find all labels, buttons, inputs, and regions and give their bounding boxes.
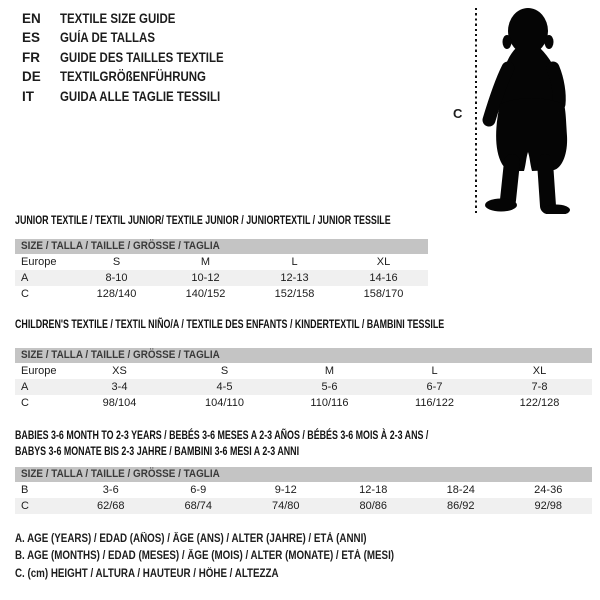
language-title: GUÍA DE TALLAS bbox=[60, 30, 155, 46]
table-header-bar bbox=[15, 348, 592, 363]
table-header-text: SIZE / TALLA / TAILLE / GRÖSSE / TAGLIA bbox=[21, 240, 220, 252]
value-cell: XL bbox=[532, 365, 547, 377]
language-title: GUIDA ALLE TAGLIE TESSILI bbox=[60, 88, 221, 104]
size-table-section bbox=[15, 212, 428, 302]
size-table bbox=[15, 239, 428, 302]
section-title bbox=[15, 212, 428, 228]
value-cell: 10-12 bbox=[191, 272, 220, 284]
table-row bbox=[15, 498, 592, 514]
table-header-bar bbox=[15, 239, 428, 254]
value-cell: 68/74 bbox=[184, 500, 213, 512]
language-code: FR bbox=[22, 49, 40, 65]
value-cell: 5-6 bbox=[321, 381, 338, 393]
section-title-text: BABIES 3-6 MONTH TO 2-3 YEARS / BEBÉS 3-6 MESES A 2-3 AÑOS / BÉBÉS 3-6 MOIS À 2-3 ANS / bbox=[15, 428, 429, 442]
value-cell: S bbox=[112, 256, 121, 268]
value-cell: 8-10 bbox=[105, 272, 128, 284]
row-label: C bbox=[21, 288, 29, 300]
value-cell: XS bbox=[112, 365, 127, 377]
language-code: ES bbox=[22, 30, 41, 46]
row-label: B bbox=[21, 484, 29, 496]
section-title bbox=[15, 316, 592, 332]
size-table-section bbox=[15, 316, 592, 411]
language-title: TEXTILGRÖßENFÜHRUNG bbox=[60, 69, 206, 85]
footnote-line bbox=[15, 566, 461, 583]
value-cell: 122/128 bbox=[519, 397, 560, 409]
language-title: TEXTILE SIZE GUIDE bbox=[60, 11, 176, 26]
value-cell: 110/116 bbox=[310, 397, 349, 409]
table-row bbox=[15, 286, 428, 302]
row-label: C bbox=[21, 500, 29, 512]
table-row bbox=[15, 379, 592, 395]
row-label: A bbox=[21, 381, 29, 393]
table-header-bar bbox=[15, 467, 592, 482]
footnote-text: B. AGE (MONTHS) / EDAD (MESES) / ÂGE (MOIS) / ALTER (MONATE) / ETÀ (MESI) bbox=[15, 550, 395, 563]
language-row bbox=[22, 9, 253, 28]
row-label: A bbox=[21, 272, 29, 284]
language-code: IT bbox=[22, 88, 34, 104]
value-cell: 3-6 bbox=[102, 484, 119, 496]
section-title bbox=[15, 443, 592, 459]
table-row bbox=[15, 270, 428, 286]
footnote-text: C. (cm) HEIGHT / ALTURA / HAUTEUR / HÖHE / ALTEZZA bbox=[15, 567, 279, 580]
table-row bbox=[15, 363, 592, 379]
table-row bbox=[15, 254, 428, 270]
value-cell: 158/170 bbox=[363, 288, 404, 300]
row-label: Europe bbox=[21, 256, 57, 268]
value-cell: 14-16 bbox=[369, 272, 398, 284]
value-cell: 116/122 bbox=[415, 397, 454, 409]
language-code: DE bbox=[22, 69, 41, 85]
value-cell: 3-4 bbox=[111, 381, 128, 393]
value-cell: 92/98 bbox=[534, 500, 563, 512]
value-cell: 98/104 bbox=[102, 397, 137, 409]
value-cell: M bbox=[200, 256, 211, 268]
language-list bbox=[22, 9, 253, 106]
value-cell: 104/110 bbox=[205, 397, 244, 409]
height-measure-label: C bbox=[453, 106, 463, 121]
height-measure-line bbox=[475, 8, 477, 213]
value-cell: 62/68 bbox=[96, 500, 125, 512]
value-cell: 7-8 bbox=[531, 381, 548, 393]
value-cell: 128/140 bbox=[96, 288, 137, 300]
language-title: GUIDE DES TAILLES TEXTILE bbox=[60, 49, 224, 65]
section-title-text: JUNIOR TEXTILE / TEXTIL JUNIOR/ TEXTILE JUNIOR / JUNIORTEXTIL / JUNIOR TESSILE bbox=[15, 213, 391, 227]
value-cell: 80/86 bbox=[359, 500, 388, 512]
value-cell: XL bbox=[376, 256, 391, 268]
language-row bbox=[22, 48, 253, 67]
language-row bbox=[22, 28, 253, 47]
value-cell: L bbox=[291, 256, 298, 268]
section-title-text: BABYS 3-6 MONATE BIS 2-3 JAHRE / BAMBINI 3-6 MESI A 2-3 ANNI bbox=[15, 444, 300, 458]
footnote-text: A. AGE (YEARS) / EDAD (AÑOS) / ÂGE (ANS) / ALTER (JAHRE) / ETÀ (ANNI) bbox=[15, 533, 367, 545]
value-cell: 86/92 bbox=[446, 500, 475, 512]
section-title bbox=[15, 427, 592, 443]
value-cell: 6-9 bbox=[190, 484, 207, 496]
size-table bbox=[15, 467, 592, 514]
value-cell: S bbox=[220, 365, 229, 377]
value-cell: 9-12 bbox=[274, 484, 297, 496]
value-cell: 24-36 bbox=[534, 484, 563, 496]
value-cell: 12-13 bbox=[280, 272, 309, 284]
section-title-text: CHILDREN'S TEXTILE / TEXTIL NIÑO/A / TEXTILE DES ENFANTS / KINDERTEXTIL / BAMBINI TESSILE bbox=[15, 317, 445, 331]
toddler-silhouette-icon bbox=[482, 4, 600, 214]
footnotes bbox=[15, 531, 461, 583]
footnote-line bbox=[15, 548, 461, 565]
table-header-text: SIZE / TALLA / TAILLE / GRÖSSE / TAGLIA bbox=[21, 349, 220, 361]
value-cell: 18-24 bbox=[446, 484, 475, 496]
value-cell: 152/158 bbox=[274, 288, 315, 300]
value-cell: 74/80 bbox=[271, 500, 300, 512]
size-table bbox=[15, 348, 592, 411]
language-code: EN bbox=[22, 11, 41, 26]
row-label: Europe bbox=[21, 365, 57, 377]
language-row bbox=[22, 67, 253, 86]
row-label: C bbox=[21, 397, 29, 409]
value-cell: 6-7 bbox=[426, 381, 443, 393]
size-table-section bbox=[15, 427, 592, 514]
table-row bbox=[15, 395, 592, 411]
value-cell: L bbox=[431, 365, 438, 377]
value-cell: M bbox=[324, 365, 335, 377]
value-cell: 12-18 bbox=[359, 484, 388, 496]
value-cell: 4-5 bbox=[216, 381, 233, 393]
table-row bbox=[15, 482, 592, 498]
table-header-text: SIZE / TALLA / TAILLE / GRÖSSE / TAGLIA bbox=[21, 468, 220, 480]
footnote-line bbox=[15, 531, 461, 548]
value-cell: 140/152 bbox=[185, 288, 226, 300]
language-row bbox=[22, 87, 253, 106]
